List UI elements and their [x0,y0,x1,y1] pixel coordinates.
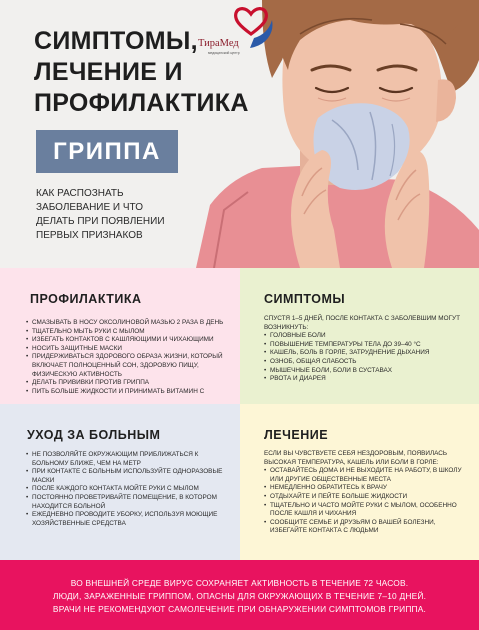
list-item: • ПОСТОЯННО ПРОВЕТРИВАЙТЕ ПОМЕЩЕНИЕ, В КОТОРОМ НАХОДИТСЯ БОЛЬНОЙ [26,494,226,511]
list-item: • ИЗБЕГАТЬ КОНТАКТОВ С КАШЛЯЮЩИМИ И ЧИХАЮЩИМИ [26,336,226,345]
list-item: • РВОТА И ДИАРЕЯ [264,375,469,384]
care-title: УХОД ЗА БОЛЬНЫМ [27,428,161,442]
list-item: • ОЗНОБ, ОБЩАЯ СЛАБОСТЬ [264,358,469,367]
list-item: • ОСТАВАЙТЕСЬ ДОМА И НЕ ВЫХОДИТЕ НА РАБОТУ, В ШКОЛУ ИЛИ ДРУГИЕ ОБЩЕСТВЕННЫЕ МЕСТА [264,467,469,484]
list-item: • МЫШЕЧНЫЕ БОЛИ, БОЛИ В СУСТАВАХ [264,367,469,376]
page-title [34,26,264,119]
prevention-panel [0,268,240,404]
list-item: • ПИТЬ БОЛЬШЕ ЖИДКОСТИ И ПРИНИМАТЬ ВИТАМИН С [26,388,226,397]
footer-line: ВРАЧИ НЕ РЕКОМЕНДУЮТ САМОЛЕЧЕНИЕ ПРИ ОБНАРУЖЕНИИ СИМПТОМОВ ГРИППА. [52,604,427,614]
subtitle-line: ЗАБОЛЕВАНИЕ И ЧТО [36,202,143,213]
subtitle-line: ПЕРВЫХ ПРИЗНАКОВ [36,230,143,241]
title-line: ЛЕЧЕНИЕ И [34,58,183,86]
flu-badge: ГРИППА [36,130,178,173]
list-item: • СМАЗЫВАТЬ В НОСУ ОКСОЛИНОВОЙ МАЗЬЮ 2 РАЗА В ДЕНЬ [26,319,226,328]
list-item: • НЕ ПОЗВОЛЯЙТЕ ОКРУЖАЮЩИМ ПРИБЛИЖАТЬСЯ К БОЛЬНОМУ БЛИЖЕ, ЧЕМ НА МЕТР [26,451,226,468]
list-item: • КАШЕЛЬ, БОЛЬ В ГОРЛЕ, ЗАТРУДНЕНИЕ ДЫХАНИЯ [264,349,469,358]
symptoms-panel [240,268,479,404]
footer-banner [0,560,479,630]
hero-section [0,0,479,268]
symptoms-intro: СПУСТЯ 1–5 ДНЕЙ, ПОСЛЕ КОНТАКТА С ЗАБОЛЕВШИМ МОГУТ ВОЗНИКНУТЬ: [264,315,460,331]
treatment-title: ЛЕЧЕНИЕ [264,428,329,442]
treatment-list [264,450,469,536]
list-item: • НОСИТЬ ЗАЩИТНЫЕ МАСКИ [26,345,226,354]
list-item: • ГОЛОВНЫЕ БОЛИ [264,332,469,341]
subtitle [36,187,186,243]
symptoms-title: СИМПТОМЫ [264,292,346,306]
list-item: • СООБЩИТЕ СЕМЬЕ И ДРУЗЬЯМ О ВАШЕЙ БОЛЕЗНИ, ИЗБЕГАЙТЕ КОНТАКТА С ЛЮДЬМИ [264,519,469,536]
footer-line: ВО ВНЕШНЕЙ СРЕДЕ ВИРУС СОХРАНЯЕТ АКТИВНОСТЬ В ТЕЧЕНИЕ 72 ЧАСОВ. [70,578,409,588]
logo-name: ТираМед [198,38,239,49]
symptoms-list [264,315,469,384]
treatment-panel [240,404,479,560]
list-item: • ТЩАТЕЛЬНО МЫТЬ РУКИ С МЫЛОМ [26,328,226,337]
list-item: • ПОВЫШЕНИЕ ТЕМПЕРАТУРЫ ТЕЛА ДО 39–40 °С [264,341,469,350]
prevention-list [26,319,226,396]
list-item: • ПОСЛЕ КАЖДОГО КОНТАКТА МОЙТЕ РУКИ С МЫЛОМ [26,485,226,494]
list-item: • ОТДЫХАЙТЕ И ПЕЙТЕ БОЛЬШЕ ЖИДКОСТИ [264,493,469,502]
list-item: • ПРИДЕРЖИВАТЬСЯ ЗДОРОВОГО ОБРАЗА ЖИЗНИ, КОТОРЫЙ ВКЛЮЧАЕТ ПОЛНОЦЕННЫЙ СОН, ЗДОРОВУЮ ПИЩУ, ФИЗИЧЕСКУЮ АКТИВНОСТЬ [26,353,226,379]
prevention-title: ПРОФИЛАКТИКА [30,292,142,306]
care-list [26,451,226,528]
subtitle-line: КАК РАСПОЗНАТЬ [36,188,124,199]
footer-line: ЛЮДИ, ЗАРАЖЕННЫЕ ГРИППОМ, ОПАСНЫ ДЛЯ ОКРУЖАЮЩИХ В ТЕЧЕНИЕ 7–10 ДНЕЙ. [52,591,427,601]
list-item: • ЕЖЕДНЕВНО ПРОВОДИТЕ УБОРКУ, ИСПОЛЬЗУЯ МОЮЩИЕ ХОЗЯЙСТВЕННЫЕ СРЕДСТВА [26,511,226,528]
list-item: • ТЩАТЕЛЬНО И ЧАСТО МОЙТЕ РУКИ С МЫЛОМ, ОСОБЕННО ПОСЛЕ КАШЛЯ И ЧИХАНИЯ [264,502,469,519]
list-item: • НЕМЕДЛЕННО ОБРАТИТЕСЬ К ВРАЧУ [264,484,469,493]
logo-tagline: медицинский центр [208,51,240,55]
title-line: СИМПТОМЫ, [34,27,198,55]
list-item: • ПРИ КОНТАКТЕ С БОЛЬНЫМ ИСПОЛЬЗУЙТЕ ОДНОРАЗОВЫЕ МАСКИ [26,468,226,485]
treatment-intro: ЕСЛИ ВЫ ЧУВСТВУЕТЕ СЕБЯ НЕЗДОРОВЫМ, ПОЯВИЛАСЬ ВЫСОКАЯ ТЕМПЕРАТУРА, КАШЕЛЬ ИЛИ БОЛИ В ГОРЛЕ: [264,450,448,466]
title-line: ПРОФИЛАКТИКА [34,89,249,117]
subtitle-line: ДЕЛАТЬ ПРИ ПОЯВЛЕНИИ [36,216,165,227]
list-item: • ДЕЛАТЬ ПРИВИВКИ ПРОТИВ ГРИППА [26,379,226,388]
patient-care-panel [0,404,240,560]
